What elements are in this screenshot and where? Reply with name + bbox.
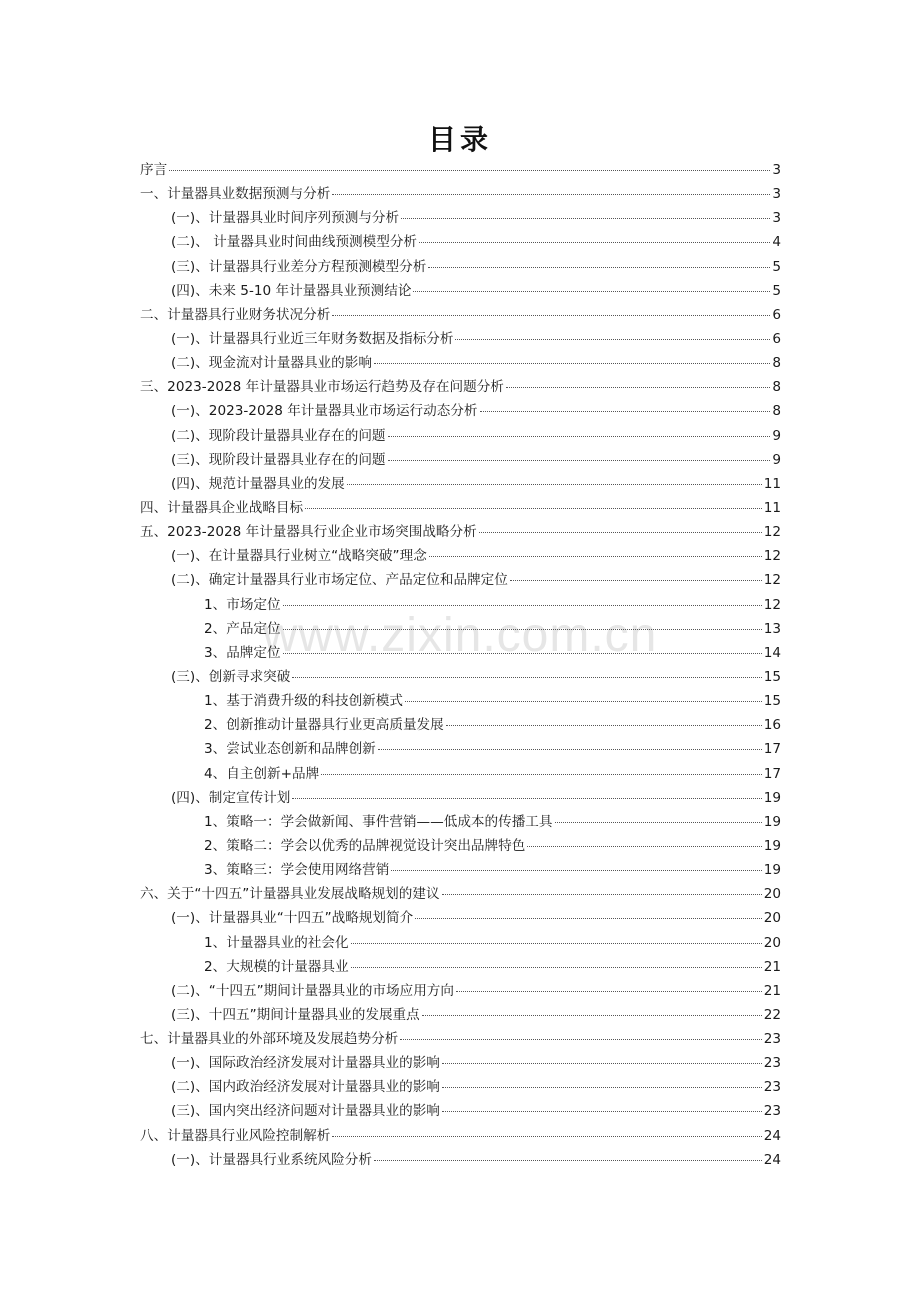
toc-entry-page-number: 19 [763,862,781,879]
dot-leader [321,773,761,775]
toc-entry-label: 2、创新推动计量器具行业更高质量发展 [204,717,444,734]
dot-leader [456,990,762,992]
toc-entry-label: 1、市场定位 [204,596,281,613]
toc-entry-page-number: 9 [772,427,781,444]
toc-entry-label: (二)、现阶段计量器具业存在的问题 [171,427,386,444]
dot-leader [479,531,762,533]
dot-leader [292,797,761,799]
toc-entry-page-number: 16 [763,717,781,734]
dot-leader [446,724,762,726]
toc-entry-label: (三)、国内突出经济问题对计量器具业的影响 [171,1103,440,1120]
toc-entry-page-number: 19 [763,789,781,806]
toc-entry-label: (三)、十四五”期间计量器具业的发展重点 [171,1006,420,1023]
dot-leader [388,459,771,461]
toc-entry[interactable] [140,593,781,617]
toc-entry[interactable] [140,1027,781,1051]
dot-leader [283,652,762,654]
toc-entry[interactable] [140,520,781,544]
toc-entry-label: (四)、未来 5-10 年计量器具业预测结论 [171,282,412,299]
toc-entry[interactable] [140,617,781,641]
toc-entry-page-number: 9 [772,451,781,468]
toc-entry[interactable] [140,737,781,761]
toc-entry[interactable] [140,665,781,689]
dot-leader [351,966,762,968]
dot-leader [419,241,770,243]
toc-entry[interactable] [140,1099,781,1123]
dot-leader [442,893,762,895]
toc-entry-label: 六、关于“十四五”计量器具业发展战略规划的建议 [140,886,440,903]
toc-entry-page-number: 22 [763,1006,781,1023]
toc-entry[interactable] [140,206,781,230]
toc-entry[interactable] [140,762,781,786]
toc-entry[interactable] [140,882,781,906]
dot-leader [405,700,762,702]
dot-leader [510,579,762,581]
toc-entry[interactable] [140,858,781,882]
dot-leader [428,266,770,268]
toc-entry-label: 3、策略三：学会使用网络营销 [204,862,390,879]
toc-entry[interactable] [140,230,781,254]
toc-entry-page-number: 12 [763,572,781,589]
toc-entry-label: (二)、确定计量器具行业市场定位、产品定位和品牌定位 [171,572,508,589]
dot-leader [388,435,771,437]
dot-leader [415,917,761,919]
dot-leader [442,1062,762,1064]
toc-entry-page-number: 8 [772,403,781,420]
toc-entry-page-number: 23 [763,1031,781,1048]
toc-entry[interactable] [140,255,781,279]
table-of-contents [140,158,781,1172]
toc-entry[interactable] [140,182,781,206]
toc-entry-label: 4、自主创新+品牌 [204,765,320,782]
dot-leader [527,845,761,847]
toc-entry-page-number: 3 [772,210,781,227]
toc-entry-page-number: 17 [763,741,781,758]
toc-entry-page-number: 21 [763,958,781,975]
toc-entry-page-number: 24 [763,1151,781,1168]
dot-leader [555,821,762,823]
toc-entry-page-number: 15 [763,693,781,710]
watermark: www.zixin.com.cn [262,609,658,662]
toc-entry[interactable] [140,327,781,351]
toc-entry[interactable] [140,906,781,930]
toc-entry-page-number: 19 [763,813,781,830]
toc-entry-label: 三、2023-2028 年计量器具业市场运行趋势及存在问题分析 [140,379,504,396]
toc-entry-page-number: 11 [763,475,781,492]
toc-entry-label: (二)、国内政治经济发展对计量器具业的影响 [171,1079,440,1096]
toc-entry-page-number: 23 [763,1079,781,1096]
toc-entry-label: (一)、计量器具行业系统风险分析 [171,1151,372,1168]
toc-entry-label: (三)、计量器具行业差分方程预测模型分析 [171,258,427,275]
dot-leader [169,169,770,171]
toc-entry-page-number: 12 [763,596,781,613]
toc-entry-label: (二)、现金流对计量器具业的影响 [171,355,372,372]
toc-entry-page-number: 8 [772,379,781,396]
dot-leader [332,193,770,195]
dot-leader [442,1086,762,1088]
toc-entry-page-number: 12 [763,524,781,541]
toc-entry-label: (一)、计量器具行业近三年财务数据及指标分析 [171,330,454,347]
toc-entry-page-number: 24 [763,1127,781,1144]
toc-entry-page-number: 14 [763,644,781,661]
toc-entry-label: 五、2023-2028 年计量器具行业企业市场突围战略分析 [140,524,477,541]
toc-entry[interactable] [140,568,781,592]
toc-entry[interactable] [140,1003,781,1027]
toc-entry-page-number: 6 [772,306,781,323]
toc-entry-page-number: 20 [763,910,781,927]
dot-leader [391,869,761,871]
dot-leader [283,604,762,606]
dot-leader [506,386,770,388]
toc-entry-page-number: 12 [763,548,781,565]
page-title: 目录 [427,123,492,156]
toc-entry[interactable] [140,303,781,327]
toc-entry-label: (二)、“十四五”期间计量器具业的市场应用方向 [171,982,454,999]
toc-entry[interactable] [140,424,781,448]
toc-entry-label: 七、计量器具业的外部环境及发展趋势分析 [140,1031,399,1048]
toc-entry[interactable] [140,544,781,568]
dot-leader [374,362,770,364]
toc-entry-page-number: 21 [763,982,781,999]
dot-leader [378,748,762,750]
toc-entry[interactable] [140,689,781,713]
toc-entry-label: (一)、国际政治经济发展对计量器具业的影响 [171,1055,440,1072]
toc-entry[interactable] [140,1051,781,1075]
toc-entry-label: 2、策略二：学会以优秀的品牌视觉设计突出品牌特色 [204,837,526,854]
toc-entry-page-number: 6 [772,330,781,347]
dot-leader [400,1038,761,1040]
dot-leader [429,555,762,557]
toc-entry-label: 二、计量器具行业财务状况分析 [140,306,331,323]
toc-entry-label: 1、基于消费升级的科技创新模式 [204,693,403,710]
dot-leader [292,676,761,678]
toc-entry-page-number: 13 [763,620,781,637]
toc-entry-label: (一)、在计量器具行业树立“战略突破”理念 [171,548,427,565]
dot-leader [401,217,770,219]
toc-entry-label: (二)、 计量器具业时间曲线预测模型分析 [171,234,418,251]
dot-leader [283,628,762,630]
toc-entry-page-number: 23 [763,1055,781,1072]
dot-leader [332,1135,761,1137]
toc-entry-page-number: 19 [763,837,781,854]
toc-entry[interactable] [140,496,781,520]
toc-entry-page-number: 20 [763,886,781,903]
toc-entry[interactable] [140,1124,781,1148]
toc-entry[interactable] [140,1075,781,1099]
toc-entry-page-number: 3 [772,186,781,203]
toc-entry[interactable] [140,472,781,496]
toc-entry-label: (一)、计量器具业“十四五”战略规划简介 [171,910,414,927]
toc-entry[interactable] [140,1148,781,1172]
toc-entry-label: (四)、规范计量器具业的发展 [171,475,345,492]
toc-entry-page-number: 3 [772,162,781,178]
toc-entry-page-number: 5 [772,282,781,299]
toc-entry-page-number: 5 [772,258,781,275]
toc-entry[interactable] [140,448,781,472]
toc-entry-page-number: 17 [763,765,781,782]
toc-entry-label: (一)、2023-2028 年计量器具业市场运行动态分析 [171,403,478,420]
toc-entry[interactable] [140,955,781,979]
toc-entry-label: 2、产品定位 [204,620,281,637]
dot-leader [455,338,770,340]
dot-leader [347,483,762,485]
toc-entry-page-number: 11 [763,499,781,516]
dot-leader [422,1014,762,1016]
toc-entry[interactable] [140,158,781,182]
toc-entry-page-number: 23 [763,1103,781,1120]
toc-entry-label: 四、计量器具企业战略目标 [140,499,304,516]
toc-entry-page-number: 20 [763,934,781,951]
toc-entry[interactable] [140,375,781,399]
toc-entry-label: (一)、计量器具业时间序列预测与分析 [171,210,400,227]
toc-entry[interactable] [140,351,781,375]
toc-entry-label: 1、计量器具业的社会化 [204,934,349,951]
toc-entry-label: 3、尝试业态创新和品牌创新 [204,741,376,758]
toc-entry[interactable] [140,931,781,955]
toc-entry-label: (四)、制定宣传计划 [171,789,291,806]
toc-entry-label: (三)、创新寻求突破 [171,668,291,685]
toc-entry-page-number: 4 [772,234,781,251]
toc-entry[interactable] [140,979,781,1003]
toc-entry[interactable] [140,834,781,858]
toc-entry[interactable] [140,713,781,737]
toc-entry-page-number: 15 [763,668,781,685]
dot-leader [332,314,770,316]
toc-entry-label: 1、策略一：学会做新闻、事件营销——低成本的传播工具 [204,813,553,830]
dot-leader [442,1110,762,1112]
toc-entry[interactable] [140,641,781,665]
toc-entry-page-number: 8 [772,355,781,372]
dot-leader [305,507,762,509]
toc-entry-label: 2、大规模的计量器具业 [204,958,349,975]
dot-leader [374,1159,762,1161]
toc-entry-label: (三)、现阶段计量器具业存在的问题 [171,451,386,468]
toc-entry[interactable] [140,399,781,423]
toc-entry[interactable] [140,786,781,810]
toc-entry[interactable] [140,279,781,303]
toc-entry-label: 八、计量器具行业风险控制解析 [140,1127,331,1144]
toc-entry-label: 序言 [140,162,168,178]
toc-entry[interactable] [140,810,781,834]
toc-entry-label: 3、品牌定位 [204,644,281,661]
dot-leader [413,290,770,292]
toc-entry-label: 一、计量器具业数据预测与分析 [140,186,331,203]
dot-leader [480,410,771,412]
dot-leader [351,942,762,944]
